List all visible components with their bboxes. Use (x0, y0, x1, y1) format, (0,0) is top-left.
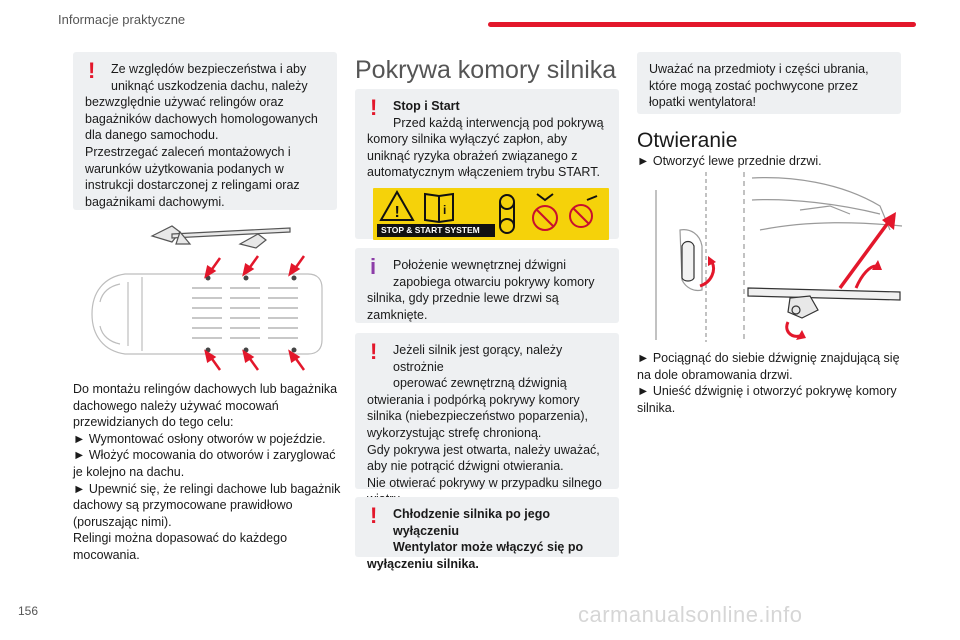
cooling-warning-box (355, 497, 619, 571)
box-text-first: Położenie wewnętrznej dźwigni (393, 258, 567, 272)
opening-steps (637, 350, 907, 416)
box-text-first: Wentylator może włączyć się po (393, 540, 584, 555)
subsection-heading: Otwieranie (637, 129, 738, 152)
warning-icon: ! (370, 339, 378, 364)
lever-icon (682, 242, 694, 282)
no-fan-icon (570, 196, 597, 227)
warning-text-first: Ze względów bezpieczeństwa i aby uniknąć uszkodzenia dachu, należy (111, 62, 308, 93)
fan-warning-box (637, 52, 901, 114)
van-roof-illustration (80, 222, 330, 374)
bonnet-opening-illustration (650, 170, 905, 345)
svg-text:i: i (443, 202, 447, 217)
warning-icon: ! (370, 503, 378, 528)
body-paragraph: Do montażu relingów dachowych lub bagażnika dachowego należy używać mocowań przewidzianych do tego celu: (73, 382, 338, 430)
section-title: Informacje praktyczne (58, 12, 186, 27)
roof-instructions (73, 381, 345, 564)
no-hands-icon (533, 194, 557, 230)
label-text: STOP & START SYSTEM (381, 224, 480, 235)
box-text: wyłączeniu silnika. (367, 556, 479, 571)
box-text: Gdy pokrywa jest otwarta, należy uważać, aby nie potrącić dźwigni otwierania. (367, 442, 600, 474)
stop-start-label (373, 188, 609, 240)
stop-start-warning-box (355, 89, 619, 239)
step-text: ► Upewnić się, że relingi dachowe lub bagażnik dachowy są przymocowane prawidłowo (poruszając nimi). (73, 481, 341, 529)
header-accent-bar (488, 22, 916, 27)
hot-engine-warning-box (355, 333, 619, 489)
arrow-icon (206, 256, 304, 370)
box-text-first: Przed każdą interwencją pod pokrywą (393, 115, 604, 130)
belt-icon (500, 195, 514, 233)
van-outline (92, 274, 322, 354)
step-text: ► Włożyć mocowania do otworów i zaryglować je kolejno na dachu. (73, 448, 336, 479)
door-frame (656, 172, 744, 342)
warning-icon: ! (88, 58, 96, 83)
step-text: ► Unieść dźwignię i otworzyć pokrywę komory silnika. (637, 384, 897, 415)
box-heading: Stop i Start (393, 99, 460, 113)
box-text-first: zapobiega otwarciu pokrywy komory (393, 274, 595, 289)
svg-text:!: ! (394, 203, 400, 221)
manual-icon (425, 194, 453, 222)
box-text-first: Jeżeli silnik jest gorący, należy ostrożnie (393, 343, 563, 374)
step-text: ► Otworzyć lewe przednie drzwi. (637, 154, 822, 168)
roof-warning-box (73, 52, 337, 210)
box-text: silnika, gdy przednie lewe drzwi są zamknięte. (367, 291, 559, 322)
vehicle-front (752, 178, 902, 230)
warning-text: bezwzględnie używać relingów oraz bagażników dachowych homologowanych dla danego samochodu. (85, 95, 318, 143)
arrow-icon (840, 220, 890, 288)
roof-panels (192, 288, 298, 338)
info-box (355, 248, 619, 323)
info-icon: i (370, 254, 377, 279)
box-text: Uważać na przedmioty i części ubrania, które mogą zostać pochwycone przez łopatki wentylatora! (649, 62, 869, 110)
step-text: ► Pociągnąć do siebie dźwignię znajdującą się na dole obramowania drzwi. (637, 351, 900, 382)
step-text: ► Wymontować osłony otworów w pojeździe. (73, 431, 326, 446)
bonnet-edge (748, 288, 900, 300)
box-text: Nie otwierać pokrywy w przypadku silnego (367, 475, 602, 490)
box-text-first: operować zewnętrzną dźwignią (393, 376, 567, 391)
watermark: carmanualsonline.info (578, 602, 803, 627)
warning-text: Przestrzegać zaleceń montażowych i warunków użytkowania podanych w instrukcji dostarczonej z relingami oraz bagażnikami dachowymi. (85, 144, 300, 209)
page-number: 156 (18, 604, 39, 618)
box-text: komory silnika wyłączyć zapłon, aby uniknąć ryzyka obrażeń związanego z automatycznym włączeniem trybu START. (367, 132, 600, 180)
box-text: otwierania i podpórką pokrywy komory silnika (niebezpieczeństwo poparzenia), wykorzystując strefę chronioną. (367, 392, 588, 440)
arrow-icon (787, 322, 800, 336)
section-heading: Pokrywa komory silnika (355, 56, 617, 84)
body-paragraph: Relingi można dopasować do każdego mocowania. (73, 531, 288, 562)
warning-icon: ! (370, 95, 378, 120)
roof-rack-icon (152, 226, 290, 248)
box-text-first: Chłodzenie silnika po jego wyłączeniu (393, 507, 550, 538)
latch-icon (788, 296, 818, 318)
